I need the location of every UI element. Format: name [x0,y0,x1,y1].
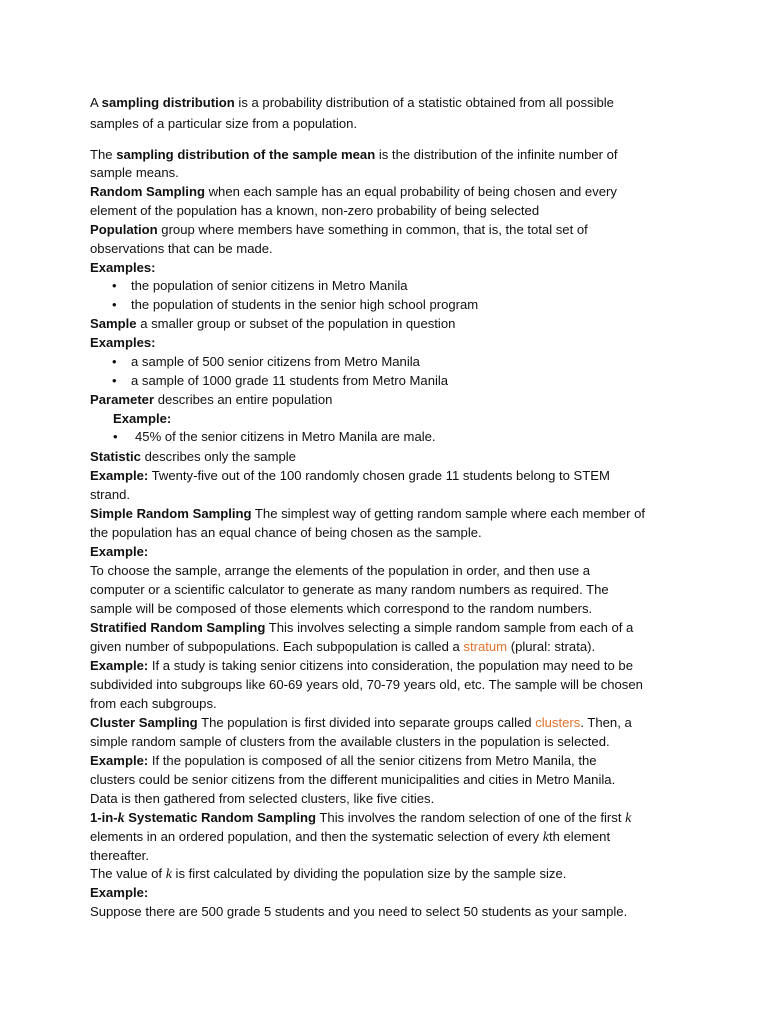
systematic-example-line: Suppose there are 500 grade 5 students and you need to select 50 students as your sample. [90,904,628,919]
stratified-example-line: from each subgroups. [90,696,217,711]
sampling-distribution-line-2: samples of a particular size from a population. [90,116,358,131]
systematic-line-1: 1-in-k Systematic Random Sampling This involves the random selection of one of the first k [90,810,632,826]
stratified-line-1: Stratified Random Sampling This involves selecting a simple random sample from each of a [90,620,634,635]
sample-term: Sample [90,316,137,331]
random-sampling-line-2: element of the population has a known, non-zero probability of being selected [90,203,540,218]
list-item: 45% of the senior citizens in Metro Manila are male. [135,429,436,444]
systematic-line-2: elements in an ordered population, and then the systematic selection of every kth element [90,829,611,845]
list-item: a sample of 500 senior citizens from Metro Manila [131,354,420,369]
cluster-example-line: clusters could be senior citizens from the different municipalities and cities in Metro Manila. [90,772,616,787]
cluster-line-1: Cluster Sampling The population is first divided into separate groups called clusters. Then, a [90,715,632,730]
statistic-term: Statistic [90,449,141,464]
population-examples-label: Examples: [90,260,156,275]
cluster-example-line: Data is then gathered from selected clusters, like five cities. [90,791,435,806]
sample-mean-line-2: sample means. [90,165,179,180]
statistic-line: Statistic describes only the sample [90,449,296,464]
bullet-icon: • [112,373,117,388]
statistic-example-line-2: strand. [90,487,131,502]
sampling-distribution-term: sampling distribution [101,95,235,110]
systematic-term: 1-in-k Systematic Random Sampling [90,810,317,826]
list-item: the population of students in the senior high school program [131,297,479,312]
simple-random-example-line: computer or a scientific calculator to generate as many random numbers as required. The [90,582,609,597]
stratified-example-line-1: Example: If a study is taking senior citizens into consideration, the population may need to be [90,658,633,673]
simple-random-term: Simple Random Sampling [90,506,252,521]
cluster-term: Cluster Sampling [90,715,198,730]
cluster-line-2: simple random sample of clusters from the available clusters in the population is selected. [90,734,610,749]
cluster-example-line-1: Example: If the population is composed of all the senior citizens from Metro Manila, the [90,753,597,768]
population-line-1: Population group where members have something in common, that is, the total set of [90,222,588,237]
random-sampling-term: Random Sampling [90,184,205,199]
stratified-line-2: given number of subpopulations. Each subpopulation is called a stratum (plural: strata). [90,639,596,654]
bullet-icon: • [112,278,117,293]
simple-random-example-line: To choose the sample, arrange the elements of the population in order, and then use a [90,563,591,578]
bullet-icon: • [112,354,117,369]
list-item: a sample of 1000 grade 11 students from Metro Manila [131,373,449,388]
stratified-term: Stratified Random Sampling [90,620,266,635]
systematic-example-label: Example: [90,885,149,900]
parameter-term: Parameter [90,392,155,407]
simple-random-example-label: Example: [90,544,149,559]
statistic-example-line-1: Example: Twenty-five out of the 100 randomly chosen grade 11 students belong to STEM [90,468,610,483]
parameter-example-label: Example: [113,411,172,426]
population-term: Population [90,222,158,237]
simple-random-line-2: the population has an equal chance of being chosen as the sample. [90,525,482,540]
simple-random-line-1: Simple Random Sampling The simplest way of getting random sample where each member of [90,506,645,521]
list-item: the population of senior citizens in Metro Manila [131,278,408,293]
sample-examples-label: Examples: [90,335,156,350]
random-sampling-line-1: Random Sampling when each sample has an equal probability of being chosen and every [90,184,617,199]
bullet-icon: • [112,297,117,312]
bullet-icon: • [113,429,118,444]
simple-random-example-line: sample will be composed of those elements which correspond to the random numbers. [90,601,593,616]
parameter-line: Parameter describes an entire population [90,392,333,407]
sample-line: Sample a smaller group or subset of the population in question [90,316,456,331]
stratified-example-line: subdivided into subgroups like 60-69 years old, 70-79 years old, etc. The sample will be chosen [90,677,643,692]
stratum-highlight: stratum [463,639,508,654]
systematic-value-line: The value of k is first calculated by dividing the population size by the sample size. [90,866,567,882]
sample-mean-term: sampling distribution of the sample mean [116,147,376,162]
sample-mean-line-1: The sampling distribution of the sample mean is the distribution of the infinite number of [90,147,618,162]
clusters-highlight: clusters [535,715,581,730]
sampling-distribution-line-1: A sampling distribution is a probability distribution of a statistic obtained from all possible [90,95,614,110]
population-line-2: observations that can be made. [90,241,273,256]
systematic-line-3: thereafter. [90,848,149,863]
